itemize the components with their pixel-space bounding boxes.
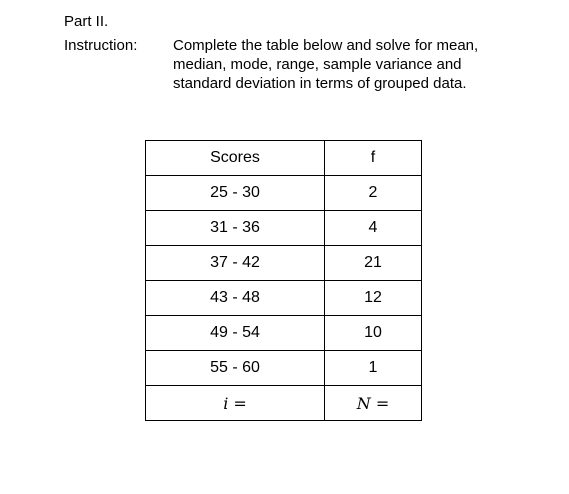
total-frequency-cell xyxy=(325,386,422,421)
frequency-cell: 1 xyxy=(325,351,422,386)
instruction-line: median, mode, range, sample variance and xyxy=(173,56,462,73)
total-frequency-symbol: N xyxy=(356,393,371,413)
column-header-scores: Scores xyxy=(146,141,325,176)
grouped-data-table xyxy=(145,140,422,421)
scores-cell: 31 - 36 xyxy=(146,211,325,246)
frequency-cell: 12 xyxy=(325,281,422,316)
frequency-cell: 21 xyxy=(325,246,422,281)
frequency-cell: 10 xyxy=(325,316,422,351)
instruction-label: Instruction: xyxy=(64,37,138,54)
part-title: Part II. xyxy=(64,13,109,30)
scores-cell: 43 - 48 xyxy=(146,281,325,316)
frequency-cell: 2 xyxy=(325,176,422,211)
equals-sign: = xyxy=(370,393,390,413)
scores-cell: 25 - 30 xyxy=(146,176,325,211)
table-row xyxy=(146,316,422,351)
frequency-cell: 4 xyxy=(325,211,422,246)
table-footer-row xyxy=(146,386,422,421)
table-row xyxy=(146,246,422,281)
instruction-line: standard deviation in terms of grouped data. xyxy=(173,75,467,92)
instruction-line: Complete the table below and solve for mean, xyxy=(173,37,479,54)
table-row xyxy=(146,176,422,211)
class-width-cell xyxy=(146,386,325,421)
scores-cell: 49 - 54 xyxy=(146,316,325,351)
table-header-row xyxy=(146,141,422,176)
column-header-frequency: f xyxy=(325,141,422,176)
scores-cell: 37 - 42 xyxy=(146,246,325,281)
table-row xyxy=(146,351,422,386)
instruction-text xyxy=(173,36,563,93)
equals-sign: = xyxy=(228,393,247,413)
table-row xyxy=(146,281,422,316)
class-width-symbol: i xyxy=(223,393,229,413)
scores-cell: 55 - 60 xyxy=(146,351,325,386)
table-row xyxy=(146,211,422,246)
